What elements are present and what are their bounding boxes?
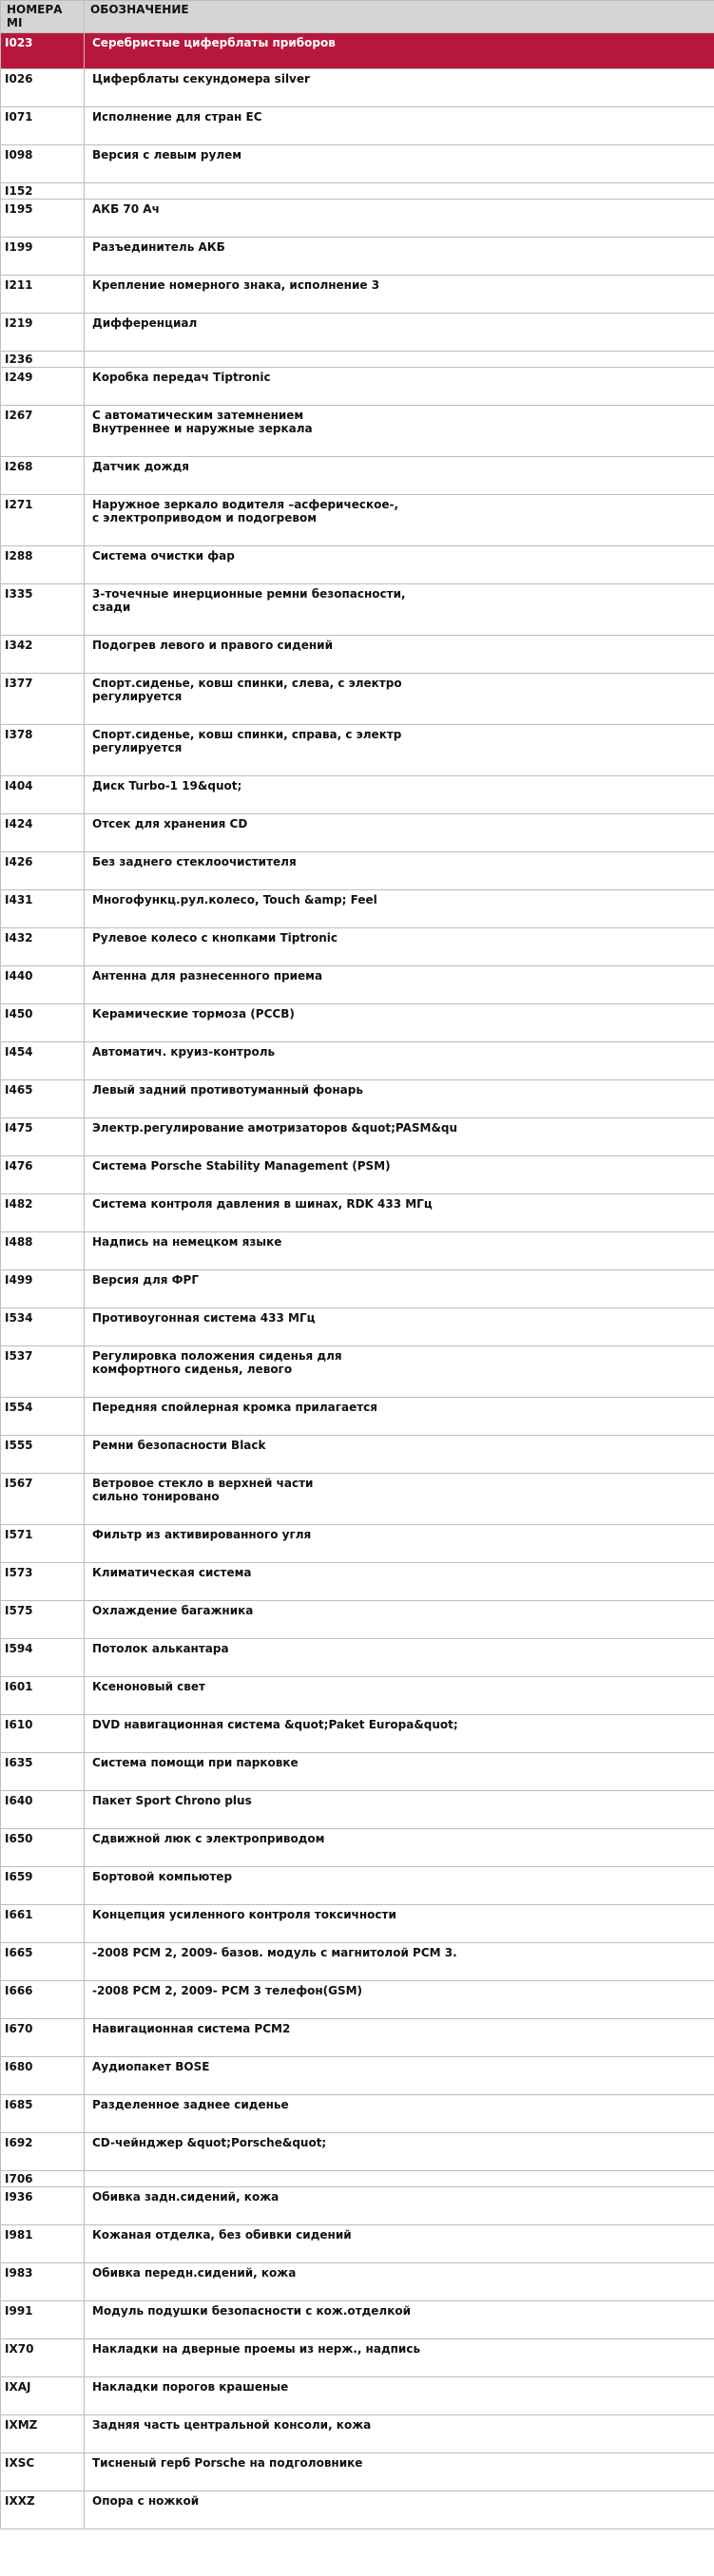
- table-row[interactable]: [1, 546, 714, 584]
- table-row[interactable]: [1, 2263, 714, 2301]
- option-description: Без заднего стеклоочистителя: [85, 852, 714, 890]
- table-row[interactable]: [1, 1829, 714, 1867]
- option-description: [85, 183, 714, 200]
- option-code: I098: [1, 145, 85, 183]
- table-row[interactable]: [1, 1118, 714, 1156]
- option-code: I571: [1, 1525, 85, 1563]
- table-row[interactable]: [1, 2095, 714, 2133]
- option-code: I199: [1, 238, 85, 276]
- option-code: I236: [1, 352, 85, 368]
- table-row[interactable]: [1, 1346, 714, 1398]
- option-code: I378: [1, 725, 85, 776]
- table-body: [1, 33, 714, 2529]
- option-description: Спорт.сиденье, ковш спинки, слева, с электро регулируется: [85, 674, 714, 725]
- option-code: I692: [1, 2133, 85, 2171]
- option-description: -2008 PCM 2, 2009- PCM 3 телефон(GSM): [85, 1981, 714, 2019]
- table-row[interactable]: [1, 776, 714, 814]
- option-code: I071: [1, 107, 85, 145]
- option-description: Система помощи при парковке: [85, 1753, 714, 1791]
- option-code: I670: [1, 2019, 85, 2057]
- option-description: С автоматическим затемнением Внутреннее и наружные зеркала: [85, 406, 714, 457]
- option-code: I432: [1, 928, 85, 966]
- option-description: АКБ 70 Ач: [85, 200, 714, 238]
- table-row[interactable]: [1, 107, 714, 145]
- option-description: Дифференциал: [85, 314, 714, 352]
- option-description: Серебристые циферблаты приборов: [85, 33, 714, 69]
- option-description: CD-чейнджер &quot;Porsche&quot;: [85, 2133, 714, 2171]
- table-row[interactable]: [1, 890, 714, 928]
- option-description: Антенна для разнесенного приема: [85, 966, 714, 1004]
- option-description: Разъединитель АКБ: [85, 238, 714, 276]
- table-row[interactable]: [1, 584, 714, 636]
- option-description: Бортовой компьютер: [85, 1867, 714, 1905]
- option-description: Электр.регулирование амотризаторов &quot;PASM&qu: [85, 1118, 714, 1156]
- option-description: Версия с левым рулем: [85, 145, 714, 183]
- option-code: IXMZ: [1, 2415, 85, 2453]
- option-code: I431: [1, 890, 85, 928]
- table-row[interactable]: [1, 145, 714, 183]
- option-code: IXXZ: [1, 2491, 85, 2529]
- option-code: I594: [1, 1639, 85, 1677]
- table-row[interactable]: [1, 2225, 714, 2263]
- option-code: I534: [1, 1308, 85, 1346]
- option-code: I267: [1, 406, 85, 457]
- option-description: Тисненый герб Porsche на подголовнике: [85, 2453, 714, 2491]
- header-code[interactable]: НОМЕРА МI: [1, 1, 85, 33]
- option-description: [85, 352, 714, 368]
- option-description: Сдвижной люк с электроприводом: [85, 1829, 714, 1867]
- option-description: Диск Turbo-1 19&quot;: [85, 776, 714, 814]
- option-description: Керамические тормоза (PCCB): [85, 1004, 714, 1042]
- option-description: DVD навигационная система &quot;Paket Europa&quot;: [85, 1715, 714, 1753]
- table-row[interactable]: [1, 1791, 714, 1829]
- option-description: Разделенное заднее сиденье: [85, 2095, 714, 2133]
- option-code: I288: [1, 546, 85, 584]
- option-description: Накладки порогов крашеные: [85, 2377, 714, 2415]
- option-code: I152: [1, 183, 85, 200]
- option-code: I488: [1, 1232, 85, 1270]
- header-description[interactable]: ОБОЗНАЧЕНИЕ: [85, 1, 714, 33]
- option-code: I475: [1, 1118, 85, 1156]
- option-description: Ветровое стекло в верхней части сильно тонировано: [85, 1474, 714, 1525]
- option-description: Обивка передн.сидений, кожа: [85, 2263, 714, 2301]
- option-code: I450: [1, 1004, 85, 1042]
- table-row[interactable]: [1, 2019, 714, 2057]
- option-description: Автоматич. круиз-контроль: [85, 1042, 714, 1080]
- option-code: I610: [1, 1715, 85, 1753]
- table-row[interactable]: [1, 1753, 714, 1791]
- table-row[interactable]: [1, 1943, 714, 1981]
- option-code: I537: [1, 1346, 85, 1398]
- table-row[interactable]: [1, 406, 714, 457]
- option-code: I555: [1, 1436, 85, 1474]
- option-code: IXAJ: [1, 2377, 85, 2415]
- option-description: Отсек для хранения CD: [85, 814, 714, 852]
- option-description: Охлаждение багажника: [85, 1601, 714, 1639]
- option-description: Спорт.сиденье, ковш спинки, справа, с электр регулируется: [85, 725, 714, 776]
- table-row[interactable]: [1, 1905, 714, 1943]
- table-row[interactable]: [1, 725, 714, 776]
- option-description: Климатическая система: [85, 1563, 714, 1601]
- option-description: Левый задний противотуманный фонарь: [85, 1080, 714, 1118]
- table-row[interactable]: [1, 852, 714, 890]
- option-description: Потолок алькантара: [85, 1639, 714, 1677]
- option-code: I635: [1, 1753, 85, 1791]
- table-row[interactable]: [1, 457, 714, 495]
- option-code: I983: [1, 2263, 85, 2301]
- table-row[interactable]: [1, 2415, 714, 2453]
- table-row[interactable]: [1, 1601, 714, 1639]
- table-row[interactable]: [1, 368, 714, 406]
- option-code: I424: [1, 814, 85, 852]
- option-code: I567: [1, 1474, 85, 1525]
- option-code: I268: [1, 457, 85, 495]
- option-code: I554: [1, 1398, 85, 1436]
- option-description: Система очистки фар: [85, 546, 714, 584]
- option-description: Коробка передач Tiptronic: [85, 368, 714, 406]
- option-description: Обивка задн.сидений, кожа: [85, 2187, 714, 2225]
- option-description: Система контроля давления в шинах, RDK 433 МГц: [85, 1194, 714, 1232]
- table-row[interactable]: [1, 238, 714, 276]
- option-description: Датчик дождя: [85, 457, 714, 495]
- option-code: I661: [1, 1905, 85, 1943]
- option-code: I440: [1, 966, 85, 1004]
- table-row[interactable]: [1, 495, 714, 546]
- option-code: I640: [1, 1791, 85, 1829]
- option-code: I454: [1, 1042, 85, 1080]
- table-row[interactable]: [1, 1308, 714, 1346]
- table-row[interactable]: [1, 1042, 714, 1080]
- option-code: I271: [1, 495, 85, 546]
- option-code: I666: [1, 1981, 85, 2019]
- table-row[interactable]: [1, 2301, 714, 2339]
- option-description: Наружное зеркало водителя –асферическое-, с электроприводом и подогревом: [85, 495, 714, 546]
- option-description: -2008 PCM 2, 2009- базов. модуль с магнитолой PCM 3.: [85, 1943, 714, 1981]
- option-description: 3-точечные инерционные ремни безопасности, сзади: [85, 584, 714, 636]
- table-row[interactable]: [1, 966, 714, 1004]
- option-code: I219: [1, 314, 85, 352]
- table-row[interactable]: [1, 1156, 714, 1194]
- option-code: IXSC: [1, 2453, 85, 2491]
- table-row[interactable]: [1, 1639, 714, 1677]
- option-description: Опора с ножкой: [85, 2491, 714, 2529]
- option-description: Фильтр из активированного угля: [85, 1525, 714, 1563]
- table-row[interactable]: [1, 2133, 714, 2171]
- option-description: Ремни безопасности Black: [85, 1436, 714, 1474]
- option-code: I680: [1, 2057, 85, 2095]
- table-row[interactable]: [1, 183, 714, 200]
- option-description: Подогрев левого и правого сидений: [85, 636, 714, 674]
- option-description: Модуль подушки безопасности с кож.отделкой: [85, 2301, 714, 2339]
- option-description: Крепление номерного знака, исполнение 3: [85, 276, 714, 314]
- table-row[interactable]: [1, 1474, 714, 1525]
- option-description: Система Porsche Stability Management (PSM): [85, 1156, 714, 1194]
- table-row[interactable]: [1, 314, 714, 352]
- table-row[interactable]: [1, 2339, 714, 2377]
- option-code: I981: [1, 2225, 85, 2263]
- table-row[interactable]: [1, 636, 714, 674]
- option-code: IX70: [1, 2339, 85, 2377]
- table-row[interactable]: [1, 1080, 714, 1118]
- option-code: I659: [1, 1867, 85, 1905]
- option-code: I342: [1, 636, 85, 674]
- option-description: Противоугонная система 433 МГц: [85, 1308, 714, 1346]
- option-code: I499: [1, 1270, 85, 1308]
- table-row[interactable]: [1, 2377, 714, 2415]
- option-description: Циферблаты секундомера silver: [85, 69, 714, 107]
- option-code: I026: [1, 69, 85, 107]
- option-description: Многофункц.рул.колесо, Touch &amp; Feel: [85, 890, 714, 928]
- table-row[interactable]: [1, 1563, 714, 1601]
- option-code: I573: [1, 1563, 85, 1601]
- option-code: I335: [1, 584, 85, 636]
- option-description: Ксеноновый свет: [85, 1677, 714, 1715]
- table-row[interactable]: [1, 2453, 714, 2491]
- option-description: Регулировка положения сиденья для комфортного сиденья, левого: [85, 1346, 714, 1398]
- table-row[interactable]: [1, 928, 714, 966]
- table-row[interactable]: [1, 1004, 714, 1042]
- option-description: Передняя спойлерная кромка прилагается: [85, 1398, 714, 1436]
- option-description: Аудиопакет BOSE: [85, 2057, 714, 2095]
- table-row[interactable]: [1, 276, 714, 314]
- table-row[interactable]: [1, 200, 714, 238]
- table-row[interactable]: [1, 1867, 714, 1905]
- table-row[interactable]: [1, 814, 714, 852]
- option-code: I249: [1, 368, 85, 406]
- option-code: I482: [1, 1194, 85, 1232]
- option-code: I426: [1, 852, 85, 890]
- option-description: Пакет Sport Chrono plus: [85, 1791, 714, 1829]
- option-code: I404: [1, 776, 85, 814]
- option-code: I211: [1, 276, 85, 314]
- table-row[interactable]: [1, 1525, 714, 1563]
- table-row[interactable]: [1, 1436, 714, 1474]
- option-description: Исполнение для стран ЕС: [85, 107, 714, 145]
- option-code: I665: [1, 1943, 85, 1981]
- option-description: Рулевое колесо с кнопками Tiptronic: [85, 928, 714, 966]
- option-description: Задняя часть центральной консоли, кожа: [85, 2415, 714, 2453]
- option-code: I195: [1, 200, 85, 238]
- option-description: Навигационная система PCM2: [85, 2019, 714, 2057]
- option-description: Концепция усиленного контроля токсичности: [85, 1905, 714, 1943]
- option-code: I650: [1, 1829, 85, 1867]
- option-code: I377: [1, 674, 85, 725]
- table-row[interactable]: [1, 1677, 714, 1715]
- option-description: [85, 2171, 714, 2187]
- table-header-row: [1, 1, 714, 33]
- option-description: Версия для ФРГ: [85, 1270, 714, 1308]
- table-row[interactable]: [1, 2171, 714, 2187]
- option-code: I706: [1, 2171, 85, 2187]
- table-row[interactable]: [1, 1981, 714, 2019]
- option-code: I476: [1, 1156, 85, 1194]
- option-code: I465: [1, 1080, 85, 1118]
- table-row[interactable]: [1, 1715, 714, 1753]
- table-row[interactable]: [1, 1232, 714, 1270]
- table-row[interactable]: [1, 2187, 714, 2225]
- table-row[interactable]: [1, 2057, 714, 2095]
- option-description: Накладки на дверные проемы из нерж., надпись: [85, 2339, 714, 2377]
- table-row[interactable]: [1, 69, 714, 107]
- table-row[interactable]: [1, 33, 714, 69]
- table-row[interactable]: [1, 2491, 714, 2529]
- table-row[interactable]: [1, 1398, 714, 1436]
- option-code: I601: [1, 1677, 85, 1715]
- table-row[interactable]: [1, 674, 714, 725]
- option-description: Надпись на немецком языке: [85, 1232, 714, 1270]
- table-row[interactable]: [1, 1194, 714, 1232]
- option-code: I685: [1, 2095, 85, 2133]
- option-code: I936: [1, 2187, 85, 2225]
- table-row[interactable]: [1, 352, 714, 368]
- table-row[interactable]: [1, 1270, 714, 1308]
- option-code: I023: [1, 33, 85, 69]
- option-code: I991: [1, 2301, 85, 2339]
- option-code: I575: [1, 1601, 85, 1639]
- option-description: Кожаная отделка, без обивки сидений: [85, 2225, 714, 2263]
